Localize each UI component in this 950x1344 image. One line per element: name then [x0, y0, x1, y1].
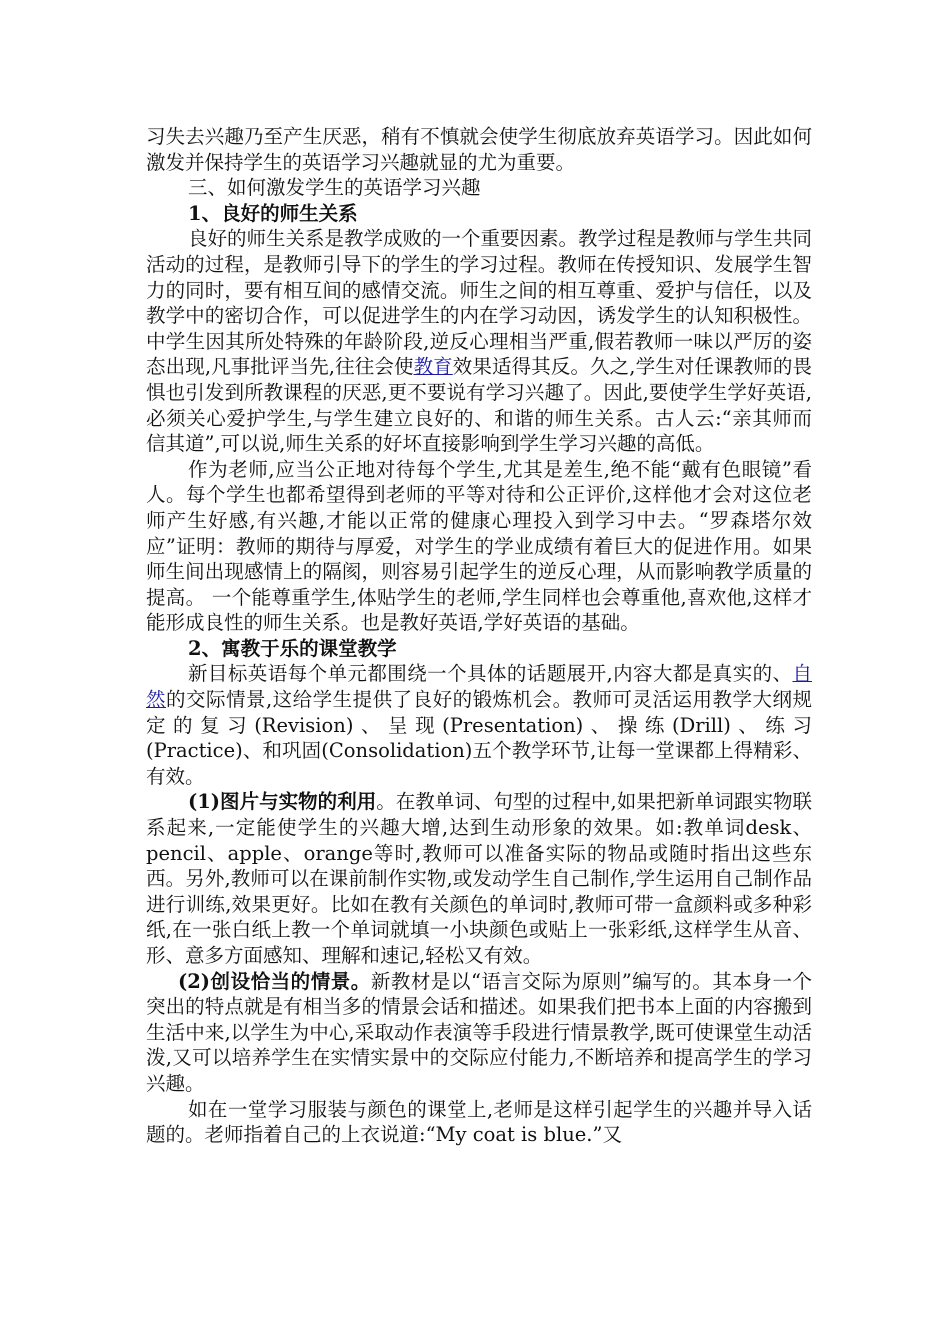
education-link[interactable]: 教育 — [413, 355, 453, 379]
paragraph-pictures-objects — [146, 789, 812, 968]
item-title-pictures: (1)图片与实物的利用 — [188, 790, 377, 814]
item-title-situations: (2)创设恰当的情景。 — [178, 969, 371, 993]
subsection-heading-1: 1、良好的师生关系 — [188, 201, 358, 225]
paragraph-text: 良好的师生关系是教学成败的一个重要因素。教学过程是教师与学生共同活动的过程，是教师引导下的学生的学习过程。教师在传授知识、发展学生智力的同时，要有相互间的感情交流。师生之间的相互尊重、爱护与信任，以及教学中的密切合作，可以促进学生的内在学习动因，诱发学生的认知积极性。 中学生因其所处特殊的年龄阶段,逆反心理相当严重,假若教师一味以严厉的姿态出现,凡事批评当先,往往会使 — [146, 227, 813, 379]
paragraph-text: 的交际情景,这给学生提供了良好的锻炼机会。教师可灵活运用教学大纲规定的复习(Revision)、呈现(Presentation)、操练(Drill)、练习(Practice)、和巩固(Consolidation)五个教学环节,让每一堂课都上得精彩、有效。 — [146, 688, 812, 788]
paragraph-text: 效果适得其反。久之,学生对任课教师的畏惧也引发到所教课程的厌恶,更不要说有学习兴趣了。因此,要使学生学好英语,必须关心爱护学生,与学生建立良好的、和谐的师生关系。古人云:“亲其师而信其道”,可以说,师生关系的好坏直接影响到学生学习兴趣的高低。 — [146, 355, 812, 456]
paragraph-clothing-colors: 如在一堂学习服装与颜色的课堂上,老师是这样引起学生的兴趣并导入话题的。老师指着自己的上衣说道:“My coat is blue.”又 — [146, 1097, 812, 1147]
paragraph-fair-treatment: 作为老师,应当公正地对待每个学生,尤其是差生,绝不能“戴有色眼镜”看人。每个学生也都希望得到老师的平等对待和公正评价,这样他才会对这位老师产生好感,有兴趣,才能以正常的健康心理投入到学习中去。“罗森塔尔效应”证明：教师的期待与厚爱，对学生的学业成绩有着巨大的促进作用。如果师生间出现感情上的隔阂，则容易引起学生的逆反心理，从而影响教学质量的提高。 一个能尊重学生,体贴学生的老师,学生同样也会尊重他,喜欢他,这样才能形成良性的师生关系。也是教好英语,学好英语的基础。 — [146, 457, 812, 635]
paragraph-teacher-student-relation — [146, 226, 812, 456]
document-page — [146, 124, 812, 1148]
paragraph-create-situations — [146, 969, 812, 1097]
paragraph-text: 新教材是以“语言交际为原则”编写的。其本身一个突出的特点就是有相当多的情景会话和描述。如果我们把书本上面的内容搬到生活中来,以学生为中心,采取动作表演等手段进行情景教学,既可使课堂生动活泼,又可以培养学生在实情实景中的交际应付能力,不断培养和提高学生的学习兴趣。 — [146, 969, 812, 1095]
intro-paragraph: 习失去兴趣乃至产生厌恶，稍有不慎就会使学生彻底放弃英语学习。因此如何激发并保持学生的英语学习兴趣就显的尤为重要。 — [146, 125, 812, 174]
paragraph-text: 新目标英语每个单元都围绕一个具体的话题展开,内容大都是真实的、 — [188, 662, 793, 686]
section-heading: 三、如何激发学生的英语学习兴趣 — [188, 176, 481, 200]
subsection-heading-2: 2、寓教于乐的课堂教学 — [188, 636, 397, 660]
paragraph-text: 。在教单词、句型的过程中,如果把新单词跟实物联系起来,一定能使学生的兴趣大增,达到生动形象的效果。如:教单词desk、pencil、apple、orange等时,教师可以准备实际的物品或随时指出这些东西。另外,教师可以在课前制作实物,或发动学生自己制作,学生运用自己制作品进行训练,效果更好。比如在教有关颜色的单词时,教师可带一盒颜料或多种彩纸,在一张白纸上教一个单词就填一小块颜色或贴上一张彩纸,这样学生从音、形、意多方面感知、理解和速记,轻松又有效。 — [146, 790, 812, 967]
nature-link[interactable]: 自然 — [146, 662, 812, 712]
paragraph-new-target-english — [146, 661, 812, 789]
